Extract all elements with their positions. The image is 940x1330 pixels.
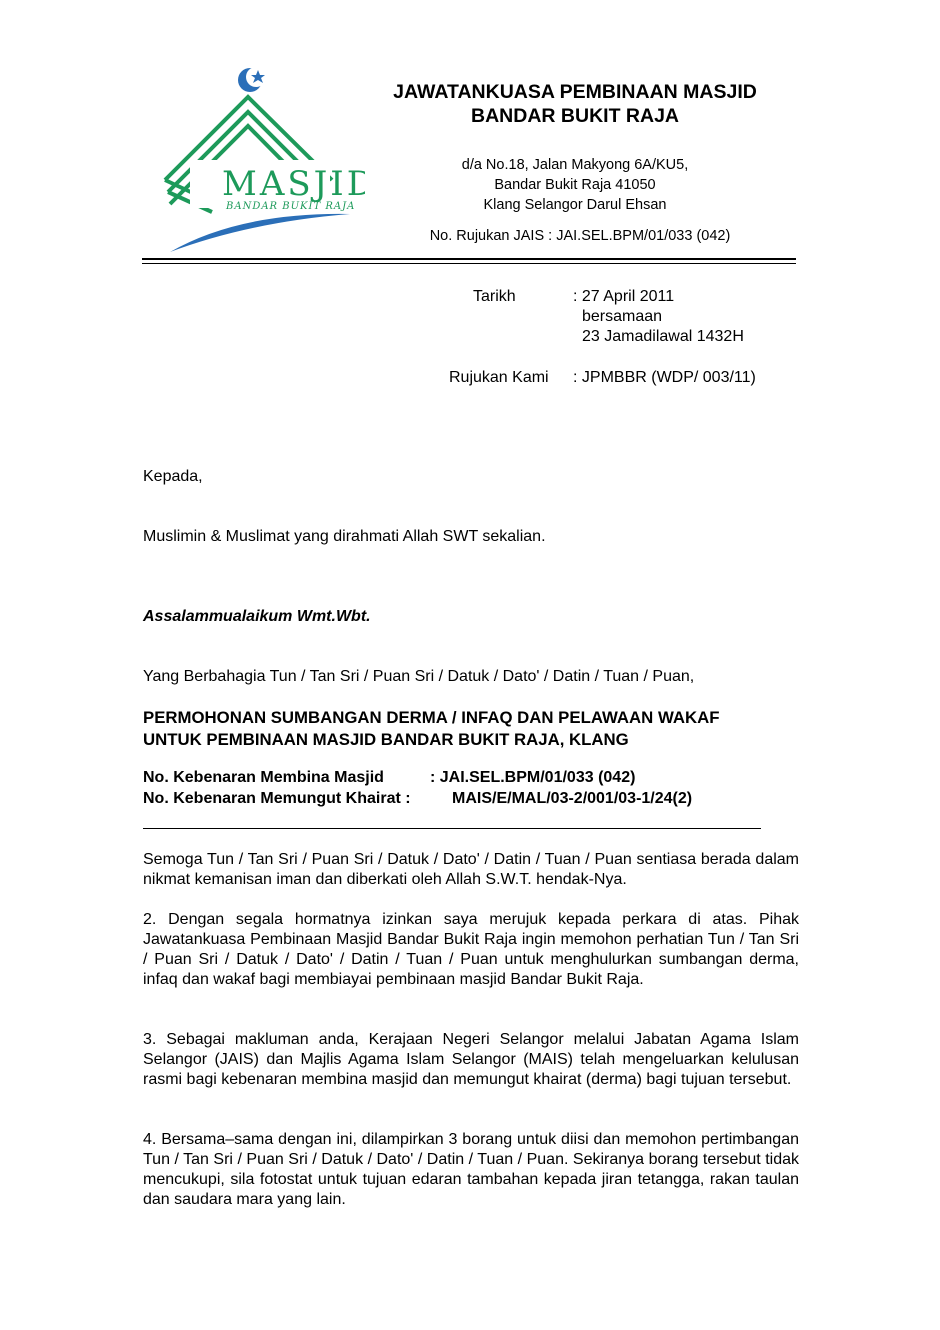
permit-collect-value: MAIS/E/MAL/03-2/001/03-1/24(2) [452,790,693,807]
logo-subword: BANDAR BUKIT RAJA [226,201,356,212]
date-bersamaan: bersamaan [582,308,663,325]
section-divider [143,828,761,829]
paragraph-2: 2. Dengan segala hormatnya izinkan saya merujuk kepada perkara di atas. Pihak Jawatankuasa Pembinaan Masjid Bandar Bukit Raja ingin memohon perhatian Tun / Tan Sri / Puan Sri / Datuk / Dato' / Datin / Tuan / Puan untuk menghulurkan sumbangan derma, infaq dan wakaf bagi membiayai pembinaan masjid Bandar Bukit Raja. [143,911,799,988]
address-block [390,155,760,215]
org-title-line1: JAWATANKUASA PEMBINAAN MASJID [393,81,757,103]
date-label: Tarikh [473,288,516,305]
date-value: : 27 April 2011 [573,288,675,305]
to-line: Kepada, [143,468,203,485]
org-title-line2: BANDAR BUKIT RAJA [471,105,679,127]
subject-line1: PERMOHONAN SUMBANGAN DERMA / INFAQ DAN PELAWAAN WAKAF [143,708,720,727]
jais-reference: No. Rujukan JAIS : JAI.SEL.BPM/01/033 (042) [429,228,731,244]
subject-line2: UNTUK PEMBINAAN MASJID BANDAR BUKIT RAJA, KLANG [143,730,629,749]
reference-label: Rujukan Kami [449,369,549,386]
date-hijri: 23 Jamadilawal 1432H [582,328,744,345]
paragraph-3: 3. Sebagai makluman anda, Kerajaan Negeri Selangor melalui Jabatan Agama Islam Selangor (JAIS) dan Majlis Agama Islam Selangor (MAIS) telah mengeluarkan kelulusan rasmi bagi kebenaran membina masjid dan memungut khairat (derma) bagi tujuan tersebut. [143,1031,799,1088]
permit-build-label: No. Kebenaran Membina Masjid [143,769,384,786]
permit-build-value: : JAI.SEL.BPM/01/033 (042) [430,769,636,786]
mosque-roof-icon [150,62,365,262]
header-divider-thin [142,263,796,264]
address-line: Bandar Bukit Raja 41050 [494,177,656,193]
mosque-logo [150,62,365,262]
recipient-line: Muslimin & Muslimat yang dirahmati Allah SWT sekalian. [143,528,546,545]
logo-wordmark: MASJID [222,164,365,204]
address-line: Klang Selangor Darul Ehsan [483,197,667,213]
paragraph-1: Semoga Tun / Tan Sri / Puan Sri / Datuk / Dato' / Datin / Tuan / Puan sentiasa berada dalam nikmat kemanisan iman dan diberkati oleh Allah S.W.T. hendak-Nya. [143,851,799,888]
organization-title [360,80,790,128]
reference-value: : JPMBBR (WDP/ 003/11) [573,369,756,386]
paragraph-4: 4. Bersama–sama dengan ini, dilampirkan 3 borang untuk diisi dan memohon pertimbangan Tun / Tan Sri / Puan Sri / Datuk / Dato' / Datin / Tuan / Puan. Sekiranya borang tersebut tidak mencukupi, sila fotostat untuk tujuan edaran tambahan kepada jiran tetangga, rakan taulan dan saudara mara yang lain. [143,1131,799,1208]
header-divider [142,258,796,260]
letter-subject [143,707,843,751]
salutation: Yang Berbahagia Tun / Tan Sri / Puan Sri / Datuk / Dato' / Datin / Tuan / Puan, [143,668,695,685]
permit-collect-label: No. Kebenaran Memungut Khairat : [143,790,411,807]
address-line: d/a No.18, Jalan Makyong 6A/KU5, [461,157,689,173]
greeting: Assalammualaikum Wmt.Wbt. [143,608,371,625]
